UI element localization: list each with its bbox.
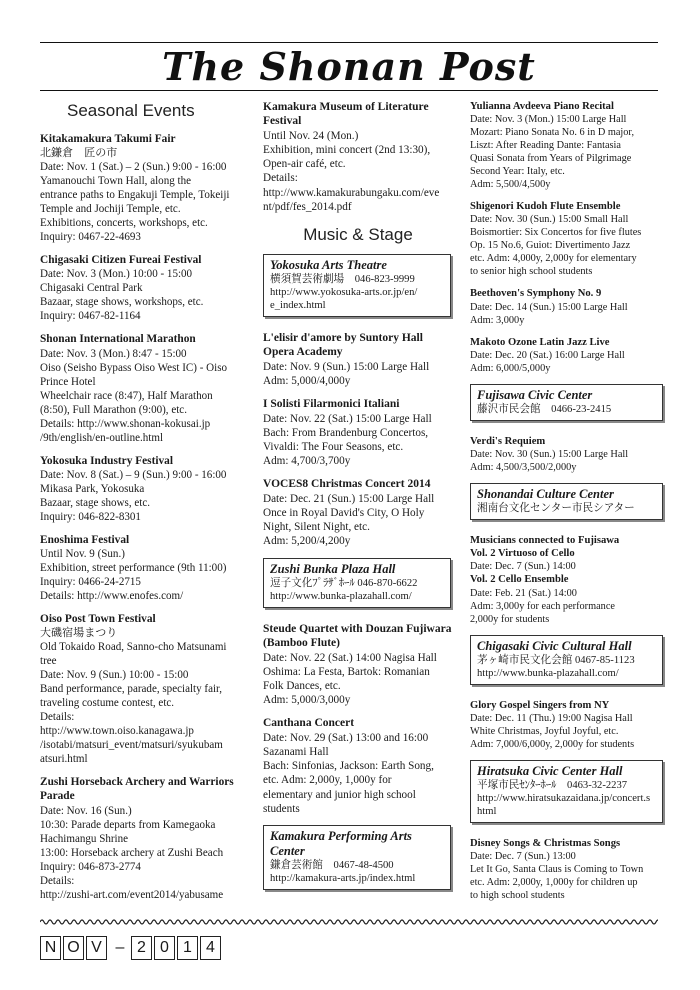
event-item xyxy=(263,397,453,468)
date-box: N xyxy=(40,936,61,960)
venue-box xyxy=(470,635,663,685)
event-item xyxy=(40,253,248,323)
event-detail-line: Until Nov. 9 (Sun.) xyxy=(40,548,125,561)
event-item xyxy=(40,132,248,244)
masthead-bottom-rule xyxy=(40,90,658,91)
venue-name: Kamakura Performing Arts Center xyxy=(270,828,412,858)
event-item xyxy=(470,200,665,278)
event-detail-line: Bach: From Brandenburg Concertos, xyxy=(263,426,429,439)
event-detail-line: Adm: 6,000/5,000y xyxy=(470,362,551,374)
venue-detail-line: http://www.yokosuka-arts.or.jp/en/ xyxy=(270,287,418,299)
event-detail-line: 10:30: Parade departs from Kamegaoka xyxy=(40,818,216,831)
right-venue-list xyxy=(470,384,665,902)
event-title: Oiso Post Town Festival xyxy=(40,613,156,626)
venue-detail-line: http://www.hiratsukazaidana.jp/concert.s xyxy=(477,792,651,804)
seasonal-events-list xyxy=(40,132,248,902)
event-title: Makoto Ozone Latin Jazz Live xyxy=(470,336,610,348)
event-detail-line: to senior high school students xyxy=(470,266,593,278)
event-detail-line: Until Nov. 24 (Mon.) xyxy=(263,129,359,142)
venue-box xyxy=(470,483,663,520)
venue-box xyxy=(470,384,663,421)
venue-detail-line: e_index.html xyxy=(270,300,326,312)
event-detail-line: etc. Adm: 2,000y, 1,000y for children up xyxy=(470,877,638,889)
event-detail-line: nt/pdf/fes_2014.pdf xyxy=(263,200,352,213)
date-box: 2 xyxy=(131,936,152,960)
event-detail-line: http://zushi-art.com/event2014/yabusame xyxy=(40,888,224,901)
event-detail-line: Adm: 5,000/4,000y xyxy=(263,375,351,388)
date-box: O xyxy=(63,936,84,960)
event-subtitle: Vol. 2 Virtuoso of Cello xyxy=(470,548,575,560)
event-detail-line: Details: http://www.shonan-kokusai.jp xyxy=(40,417,211,430)
event-detail-line: 北鎌倉 匠の市 xyxy=(40,147,118,160)
venue-name: Chigasaki Civic Cultural Hall xyxy=(477,638,632,653)
event-detail-line: Hachimangu Shrine xyxy=(40,832,129,845)
venue-box xyxy=(263,825,451,890)
venue-detail-line: http://www.bunka-plazahall.com/ xyxy=(477,667,619,679)
event-detail-line: Second Year: Italy, etc. xyxy=(470,166,565,178)
event-detail-line: Date: Nov. 22 (Sat.) 14:00 Nagisa Hall xyxy=(263,651,437,664)
event-detail-line: elementary and junior high school xyxy=(263,788,416,801)
event-item xyxy=(470,699,665,751)
event-detail-line: atsuri.html xyxy=(40,753,88,766)
venue-name: Yokosuka Arts Theatre xyxy=(270,258,387,273)
event-detail-line: Wheelchair race (8:47), Half Marathon xyxy=(40,389,213,402)
event-item xyxy=(470,435,665,474)
right-column xyxy=(470,100,665,911)
event-detail-line: 2,000y for students xyxy=(470,613,550,625)
event-detail-line: Folk Dances, etc. xyxy=(263,679,341,692)
event-title: Yulianna Avdeeva Piano Recital xyxy=(470,101,614,112)
event-title: I Solisti Filarmonici Italiani xyxy=(263,398,400,411)
event-detail-line: Date: Nov. 3 (Mon.) 15:00 Large Hall xyxy=(470,114,627,126)
venue-box xyxy=(263,558,451,608)
event-detail-line: Bazaar, stage shows, workshops, etc. xyxy=(40,296,204,309)
event-item xyxy=(263,477,453,548)
event-item xyxy=(470,837,665,902)
venue-detail-line: 茅ヶ崎市民文化会館 0467-85-1123 xyxy=(477,654,635,666)
event-detail-line: http://www.town.oiso.kanagawa.jp xyxy=(40,725,194,738)
event-detail-line: Sazanami Hall xyxy=(263,745,329,758)
event-detail-line: /isotabi/matsuri_event/matsuri/syukubam xyxy=(40,739,223,752)
event-detail-line: Let It Go, Santa Claus is Coming to Town xyxy=(470,864,644,876)
event-detail-line: Date: Dec. 20 (Sat.) 16:00 Large Hall xyxy=(470,349,625,361)
event-title: Beethoven's Symphony No. 9 xyxy=(470,288,602,300)
event-detail-line: Date: Nov. 3 (Mon.) 10:00 - 15:00 xyxy=(40,268,193,281)
event-item xyxy=(40,454,248,524)
venue-name: Fujisawa Civic Center xyxy=(477,387,593,402)
event-detail-line: Oshima: La Festa, Bartok: Romanian xyxy=(263,665,430,678)
event-title: Musicians connected to Fujisawa xyxy=(470,535,620,547)
event-title: Zushi Horseback Archery and Warriors Parade xyxy=(40,776,234,803)
venue-detail-line: 逗子文化ﾌﾟﾗｻﾞﾎｰﾙ 046-870-6622 xyxy=(270,577,418,589)
event-detail-line: 大磯宿場まつり xyxy=(40,627,118,640)
event-detail-line: Inquiry: 046-873-2774 xyxy=(40,860,141,873)
event-title: Yokosuka Industry Festival xyxy=(40,454,174,467)
date-box: 0 xyxy=(154,936,175,960)
event-detail-line: Bach: Sinfonias, Jackson: Earth Song, xyxy=(263,760,434,773)
issue-date-boxes xyxy=(40,935,223,961)
event-detail-line: Yamanouchi Town Hall, along the xyxy=(40,175,192,188)
event-detail-line: to high school students xyxy=(470,890,565,902)
event-detail-line: Mozart: Piano Sonata No. 6 in D major, xyxy=(470,127,635,139)
event-title: VOCES8 Christmas Concert 2014 xyxy=(263,478,431,491)
venue-name: Zushi Bunka Plaza Hall xyxy=(270,561,396,576)
event-detail-line: Date: Nov. 16 (Sun.) xyxy=(40,804,132,817)
venue-detail-line: 藤沢市民会館 0466-23-2415 xyxy=(477,403,612,415)
event-item xyxy=(263,100,453,214)
event-detail-line: Vivaldi: The Four Seasons, etc. xyxy=(263,441,404,454)
event-detail-line: White Christmas, Joyful Joyful, etc. xyxy=(470,725,619,737)
event-detail-line: (8:50), Full Marathon (9:00), etc. xyxy=(40,403,187,416)
event-detail-line: Date: Nov. 30 (Sun.) 15:00 Small Hall xyxy=(470,214,629,226)
event-detail-line: students xyxy=(263,802,300,815)
event-item xyxy=(40,533,248,603)
event-detail-line: Inquiry: 0467-22-4693 xyxy=(40,231,141,244)
event-subtitle: Vol. 2 Cello Ensemble xyxy=(470,574,569,586)
event-title: Kamakura Museum of Literature Festival xyxy=(263,101,429,128)
event-detail-line: Adm: 5,500/4,500y xyxy=(470,179,551,191)
event-detail-line: Once in Royal David's City, O Holy xyxy=(263,507,425,520)
venue-box xyxy=(263,254,451,317)
event-detail-line: Open-air café, etc. xyxy=(263,158,346,171)
event-item xyxy=(470,534,665,626)
event-item xyxy=(40,775,248,901)
event-detail-line: entrance paths to Engakuji Temple, Tokeiji xyxy=(40,189,230,202)
event-detail-line: Details: xyxy=(263,172,298,185)
event-detail-line: Inquiry: 0466-24-2715 xyxy=(40,576,141,589)
event-title: Disney Songs & Christmas Songs xyxy=(470,837,621,849)
event-item xyxy=(263,716,453,816)
event-item xyxy=(470,336,665,375)
event-item xyxy=(40,612,248,766)
event-detail-line: Prince Hotel xyxy=(40,375,96,388)
event-detail-line: Adm: 3,000y xyxy=(470,314,525,326)
event-detail-line: traveling costume contest, etc. xyxy=(40,697,175,710)
event-detail-line: Adm: 7,000/6,000y, 2,000y for students xyxy=(470,738,635,750)
event-detail-line: Oiso (Seisho Bypass Oiso West IC) - Oiso xyxy=(40,361,228,374)
event-detail-line: Date: Nov. 9 (Sun.) 15:00 Large Hall xyxy=(263,360,430,373)
event-detail-line: Op. 15 No.6, Guiot: Divertimento Jazz xyxy=(470,240,631,252)
section-heading-seasonal: Seasonal Events xyxy=(67,101,195,120)
event-detail-line: Boismortier: Six Concertos for five flutes xyxy=(470,227,642,239)
event-detail-line: Liszt: After Reading Dante: Fantasia xyxy=(470,140,621,152)
event-detail-line: Temple and Jochiji Temple, etc. xyxy=(40,203,181,216)
event-detail-line: /9th/english/en-outline.html xyxy=(40,431,164,444)
middle-column xyxy=(263,100,453,904)
event-detail-line: Date: Dec. 14 (Sun.) 15:00 Large Hall xyxy=(470,301,628,313)
event-detail-line: tree xyxy=(40,655,57,668)
event-detail-line: Date: Dec. 7 (Sun.) 13:00 xyxy=(470,851,576,863)
right-top-events xyxy=(470,100,665,375)
venue-detail-line: 平塚市民ｾﾝﾀｰﾎｰﾙ 0463-32-2237 xyxy=(477,779,628,791)
event-detail-line: Date: Nov. 1 (Sat.) – 2 (Sun.) 9:00 - 16:00 xyxy=(40,161,227,174)
event-title: Verdi's Requiem xyxy=(470,435,546,447)
event-detail-line: Details: xyxy=(40,874,75,887)
date-separator: – xyxy=(115,939,125,956)
music-stage-list xyxy=(263,254,453,890)
event-detail-line: Date: Dec. 21 (Sun.) 15:00 Large Hall xyxy=(263,492,435,505)
event-detail-line: Adm: 4,500/3,500/2,000y xyxy=(470,462,577,474)
venue-name: Shonandai Culture Center xyxy=(477,487,614,502)
event-item xyxy=(263,622,453,708)
event-detail-line: etc. Adm: 4,000y, 2,000y for elementary xyxy=(470,253,637,265)
event-item xyxy=(263,331,453,388)
venue-box xyxy=(470,760,663,823)
date-box: 1 xyxy=(177,936,198,960)
event-title: Canthana Concert xyxy=(263,717,355,730)
event-title: Enoshima Festival xyxy=(40,533,130,546)
event-detail-line: Date: Nov. 3 (Mon.) 8:47 - 15:00 xyxy=(40,347,187,360)
event-detail-line: Bazaar, stage shows, etc. xyxy=(40,496,150,509)
masthead-top-rule xyxy=(40,42,658,43)
venue-detail-line: http://www.bunka-plazahall.com/ xyxy=(270,590,412,602)
event-detail-line: Date: Nov. 8 (Sat.) – 9 (Sun.) 9:00 - 16:00 xyxy=(40,468,227,481)
event-item xyxy=(40,332,248,444)
venue-detail-line: 横須賀芸術劇場 046-823-9999 xyxy=(270,274,415,286)
event-detail-line: Date: Nov. 9 (Sun.) 10:00 - 15:00 xyxy=(40,669,189,682)
event-title: Chigasaki Citizen Fureai Festival xyxy=(40,254,202,267)
event-detail-line: etc. Adm: 2,000y, 1,000y for xyxy=(263,774,392,787)
event-item xyxy=(470,100,665,191)
event-title: L'elisir d'amore by Suntory Hall Opera Academy xyxy=(263,332,423,359)
event-detail-line: Date: Nov. 29 (Sat.) 13:00 and 16:00 xyxy=(263,731,429,744)
event-detail-line: Adm: 4,700/3,700y xyxy=(263,455,351,468)
event-detail-line: Inquiry: 0467-82-1164 xyxy=(40,310,141,323)
event-detail-line: Date: Nov. 22 (Sat.) 15:00 Large Hall xyxy=(263,412,432,425)
event-detail-line: Old Tokaido Road, Sanno-cho Matsunami xyxy=(40,641,227,654)
event-detail-line: Date: Dec. 11 (Thu.) 19:00 Nagisa Hall xyxy=(470,712,633,724)
event-detail-line: Date: Feb. 21 (Sat.) 14:00 xyxy=(470,587,577,599)
footer-wave-divider xyxy=(40,917,658,927)
date-box: V xyxy=(86,936,107,960)
event-detail-line: Adm: 3,000y for each performance xyxy=(470,600,615,612)
event-detail-line: Adm: 5,000/3,000y xyxy=(263,694,351,707)
event-title: Shonan International Marathon xyxy=(40,333,196,346)
event-title: Shigenori Kudoh Flute Ensemble xyxy=(470,201,621,213)
event-detail-line: http://www.kamakurabungaku.com/eve xyxy=(263,186,440,199)
event-title: Kitakamakura Takumi Fair xyxy=(40,133,176,145)
event-detail-line: Adm: 5,200/4,200y xyxy=(263,535,351,548)
venue-detail-line: html xyxy=(477,805,497,817)
venue-detail-line: 湘南台文化センター市民シアター xyxy=(477,503,635,515)
event-detail-line: Night, Silent Night, etc. xyxy=(263,521,370,534)
event-detail-line: Mikasa Park, Yokosuka xyxy=(40,482,145,495)
date-box: 4 xyxy=(200,936,221,960)
event-detail-line: Date: Dec. 7 (Sun.) 14:00 xyxy=(470,561,576,573)
event-detail-line: Band performance, parade, specialty fair, xyxy=(40,683,223,696)
event-detail-line: 13:00: Horseback archery at Zushi Beach xyxy=(40,846,224,859)
event-detail-line: Details: http://www.enofes.com/ xyxy=(40,590,184,603)
event-detail-line: Exhibition, street performance (9th 11:00) xyxy=(40,562,227,575)
seasonal-events-column xyxy=(40,100,248,911)
event-detail-line: Inquiry: 046-822-8301 xyxy=(40,510,141,523)
event-detail-line: Details: xyxy=(40,711,75,724)
event-detail-line: Quasi Sonata from Years of Pilgrimage xyxy=(470,153,632,165)
venue-detail-line: http://kamakura-arts.jp/index.html xyxy=(270,872,416,884)
event-detail-line: Date: Nov. 30 (Sun.) 15:00 Large Hall xyxy=(470,449,629,461)
event-title: Steude Quartet with Douzan Fujiwara (Bamboo Flute) xyxy=(263,622,452,650)
masthead-title: The Shonan Post xyxy=(162,44,536,89)
section-heading-music: Music & Stage xyxy=(303,225,413,245)
event-detail-line: Exhibition, mini concert (2nd 13:30), xyxy=(263,144,431,157)
venue-detail-line: 鎌倉芸術館 0467-48-4500 xyxy=(270,859,394,871)
venue-name: Hiratsuka Civic Center Hall xyxy=(477,763,623,778)
event-detail-line: Exhibitions, concerts, workshops, etc. xyxy=(40,217,208,230)
event-item xyxy=(470,287,665,326)
museum-festival-block xyxy=(263,100,453,214)
event-detail-line: Chigasaki Central Park xyxy=(40,282,143,295)
event-title: Glory Gospel Singers from NY xyxy=(470,699,610,711)
